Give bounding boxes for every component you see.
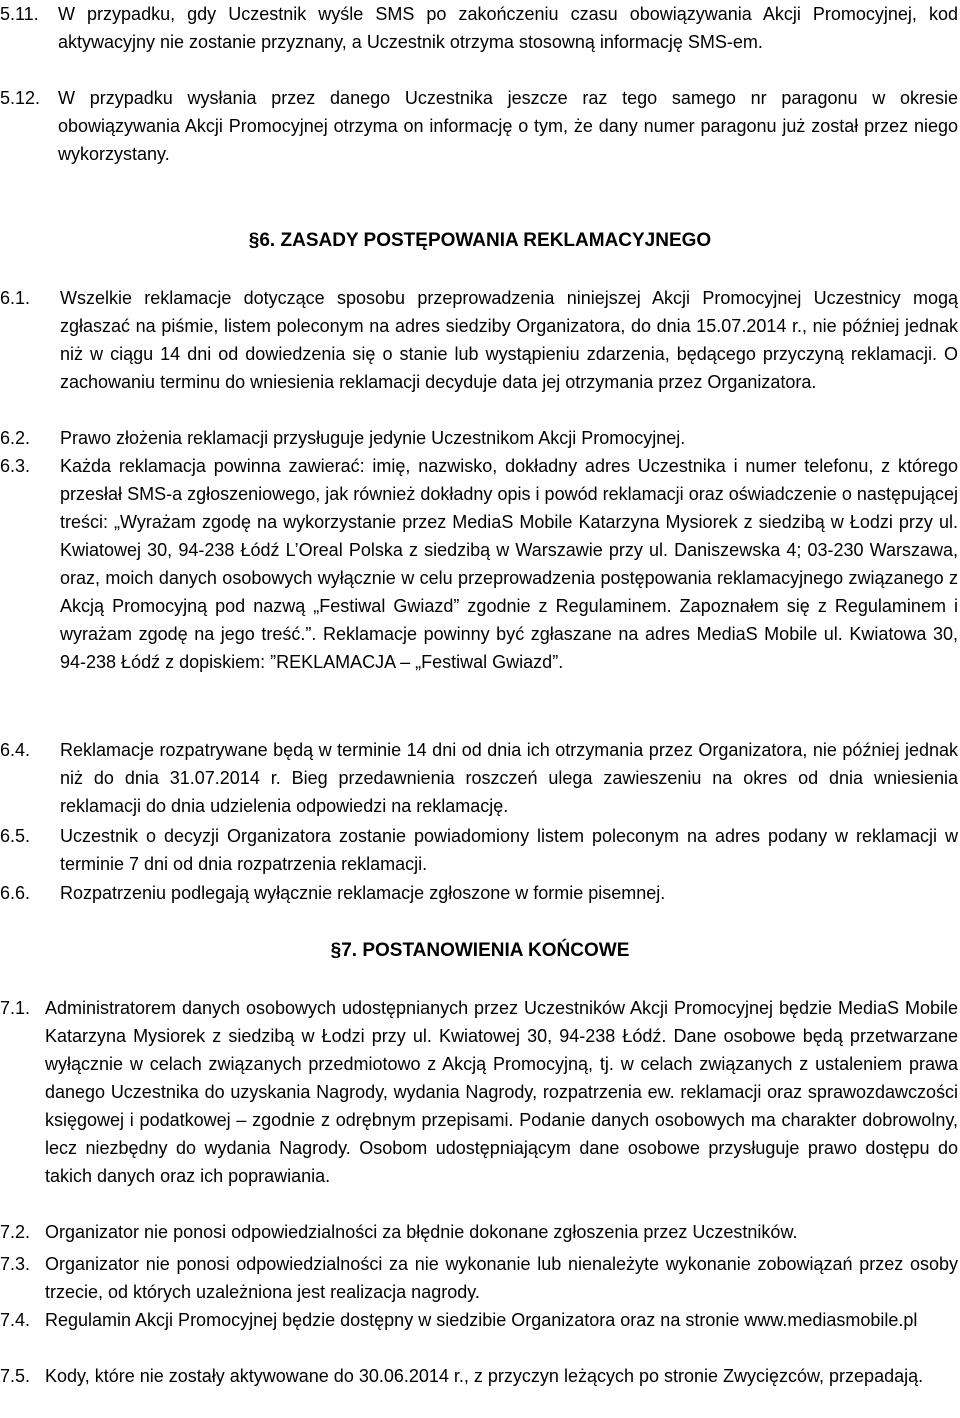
clause-number: 7.4. [0, 1310, 31, 1330]
clause-text: Administratorem danych osobowych udostępnianych przez Uczestników Akcji Promocyjnej będzie MediaS Mobile Katarzyna Mysiorek z siedzibą w Łodzi przy ul. Kwiatowej 30, 94-238 Łódź. Dane osobowe będą przetwarzane wyłącznie w celach związanych przedmiotowo z Akcją Promocyjną, tj. w celach związanych z ustaleniem prawa danego Uczestnika do uzyskania Nagrody, wydania Nagrody, rozpatrzenia ew. reklamacji oraz sprawozdawczości księgowej i podatkowej – zgodnie z odrębnym przepisami. Podanie danych osobowych ma charakter dobrowolny, lecz niezbędny do wydania Nagrody. Osobom udostępniającym dane osobowe przysługuje prawo dostępu do takich danych oraz ich poprawiania. [45, 998, 958, 1186]
clause-number: 6.5. [0, 826, 31, 846]
clause-text: Regulamin Akcji Promocyjnej będzie dostępny w siedzibie Organizatora oraz na stronie www.mediasmobile.pl [45, 1310, 918, 1330]
clause-number: 7.3. [0, 1254, 31, 1274]
clause-text: W przypadku, gdy Uczestnik wyśle SMS po zakończeniu czasu obowiązywania Akcji Promocyjnej, kod aktywacyjny nie zostanie przyznany, a Uczestnik otrzyma stosowną informację SMS-em. [58, 4, 958, 52]
clause-text: Reklamacje rozpatrywane będą w terminie 14 dni od dnia ich otrzymania przez Organizatora, nie później jednak niż do dnia 31.07.2014 r. Bieg przedawnienia roszczeń ulega zawieszeniu na okres od dnia wniesienia reklamacji do dnia udzielenia odpowiedzi na reklamację. [60, 740, 958, 816]
clause-text: Rozpatrzeniu podlegają wyłącznie reklamacje zgłoszone w formie pisemnej. [60, 883, 666, 903]
clause-text: Prawo złożenia reklamacji przysługuje jedynie Uczestnikom Akcji Promocyjnej. [60, 428, 686, 448]
clause-text: Organizator nie ponosi odpowiedzialności za nie wykonanie lub nienależyte wykonanie zobowiązań przez osoby trzecie, od których uzależniona jest realizacja nagrody. [45, 1254, 958, 1302]
clause-number: 5.11. [0, 4, 39, 24]
clause-number: 6.3. [0, 456, 31, 476]
clause-number: 7.1. [0, 998, 31, 1018]
section-6-heading: §6. ZASADY POSTĘPOWANIA REKLAMACYJNEGO [248, 230, 712, 251]
section-7-heading: §7. POSTANOWIENIA KOŃCOWE [330, 940, 630, 961]
clause-number: 6.4. [0, 740, 31, 760]
clause-text: Każda reklamacja powinna zawierać: imię, nazwisko, dokładny adres Uczestnika i numer telefonu, z którego przesłał SMS-a zgłoszeniowego, jak również dokładny opis i powód reklamacji oraz oświadczenie o następującej treści: „Wyrażam zgodę na wykorzystanie przez MediaS Mobile Katarzyna Mysiorek z siedzibą w Łodzi przy ul. Kwiatowej 30, 94-238 Łódź L’Oreal Polska z siedzibą w Warszawie przy ul. Daniszewska 4; 03-230 Warszawa, oraz, moich danych osobowych wyłącznie w celu przeprowadzenia postępowania reklamacyjnego związanego z Akcją Promocyjną pod nazwą „Festiwal Gwiazd” zgodnie z Regulaminem. Zapoznałem się z Regulaminem i wyrażam zgodę na jego treść.”. Reklamacje powinny być zgłaszane na adres MediaS Mobile ul. Kwiatowa 30, 94-238 Łódź z dopiskiem: ”REKLAMACJA – „Festiwal Gwiazd”. [60, 456, 958, 672]
clause-number: 6.6. [0, 883, 31, 903]
clause-number: 5.12. [0, 88, 41, 108]
clause-text: W przypadku wysłania przez danego Uczestnika jeszcze raz tego samego nr paragonu w okresie obowiązywania Akcji Promocyjnej otrzyma on informację o tym, że dany numer paragonu już został przez niego wykorzystany. [58, 88, 958, 164]
clause-text: Organizator nie ponosi odpowiedzialności za błędnie dokonane zgłoszenia przez Uczestników. [45, 1222, 798, 1242]
clause-text: Uczestnik o decyzji Organizatora zostanie powiadomiony listem poleconym na adres podany w reklamacji w terminie 7 dni od dnia rozpatrzenia reklamacji. [60, 826, 958, 874]
clause-number: 6.2. [0, 428, 31, 448]
clause-number: 7.5. [0, 1366, 31, 1386]
clause-number: 6.1. [0, 288, 31, 308]
clause-text: Kody, które nie zostały aktywowane do 30.06.2014 r., z przyczyn leżących po stronie Zwycięzców, przepadają. [45, 1366, 924, 1386]
clause-number: 7.2. [0, 1222, 31, 1242]
clause-text: Wszelkie reklamacje dotyczące sposobu przeprowadzenia niniejszej Akcji Promocyjnej Uczestnicy mogą zgłaszać na piśmie, listem poleconym na adres siedziby Organizatora, do dnia 15.07.2014 r., nie później jednak niż w ciągu 14 dni od dowiedzenia się o stanie lub wystąpieniu zdarzenia, będącego przyczyną reklamacji. O zachowaniu terminu do wniesienia reklamacji decyduje data jej otrzymania przez Organizatora. [60, 288, 958, 392]
